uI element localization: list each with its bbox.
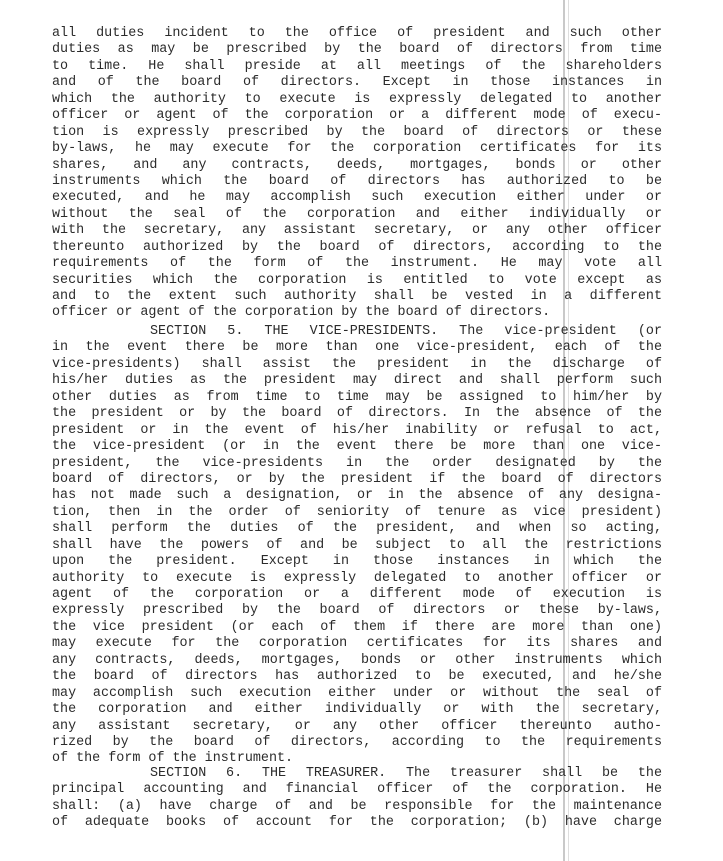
text-line: requirements of the form of the instrument. He may vote all: [52, 256, 662, 272]
text-line: in the event there be more than one vice-president, each of the: [52, 340, 662, 356]
text-line: shall: (a) have charge of and be responsible for the maintenance: [52, 798, 662, 814]
text-line: may accomplish such execution either under or without the seal of: [52, 685, 662, 701]
text-line: board of directors, or by the president if the board of directors: [52, 471, 662, 487]
president-section-continued: [52, 26, 662, 322]
text-line: tion is expressly prescribed by the board of directors or these: [52, 124, 662, 140]
text-line: the vice president (or each of them if there are more than one): [52, 619, 662, 635]
text-line: president or in the event of his/her inability or refusal to act,: [52, 422, 662, 438]
text-line: to time. He shall preside at all meetings of the shareholders: [52, 58, 662, 74]
text-line: upon the president. Except in those instances in which the: [52, 554, 662, 570]
section-heading-line: SECTION 5. THE VICE-PRESIDENTS. The vice-president (or: [150, 324, 662, 339]
section-heading-line: SECTION 6. THE TREASURER. The treasurer shall be the: [150, 766, 662, 781]
text-line: without the seal of the corporation and either individually or: [52, 206, 662, 222]
text-line: and to the extent such authority shall be vested in a different: [52, 289, 662, 304]
text-line: securities which the corporation is entitled to vote except as: [52, 272, 662, 288]
text-line: agent of the corporation or a different mode of execution is: [52, 587, 662, 602]
text-line: the corporation and either individually or with the secretary,: [52, 702, 662, 718]
text-line: with the secretary, any assistant secretary, or any other officer: [52, 223, 662, 239]
text-line: of the form of the instrument.: [52, 751, 294, 767]
section-6-treasurer: [52, 766, 662, 832]
text-line: his/her duties as the president may direct and shall perform such: [52, 373, 662, 389]
text-line: any contracts, deeds, mortgages, bonds or other instruments which: [52, 652, 662, 668]
text-line: vice-presidents) shall assist the president in the discharge of: [52, 356, 662, 372]
text-line: and of the board of directors. Except in those instances in: [52, 75, 662, 91]
text-line: may execute for the corporation certificates for its shares and: [52, 636, 662, 652]
text-line: instruments which the board of directors has authorized to be: [52, 173, 662, 189]
text-line: expressly prescribed by the board of directors or these by-laws,: [52, 603, 662, 619]
text-line: rized by the board of directors, according to the requirements: [52, 734, 662, 750]
text-line: all duties incident to the office of president and such other: [52, 26, 662, 41]
text-line: authority to execute is expressly delegated to another officer or: [52, 570, 662, 586]
section-5-vice-presidents: [52, 324, 662, 768]
text-line: by-laws, he may execute for the corporation certificates for its: [52, 141, 662, 157]
text-line: thereunto authorized by the board of directors, according to the: [52, 239, 662, 255]
text-line: principal accounting and financial officer of the corporation. He: [52, 782, 662, 798]
text-line: any assistant secretary, or any other officer thereunto autho-: [52, 718, 662, 734]
text-line: other duties as from time to time may be assigned to him/her by: [52, 389, 662, 405]
text-line: has not made such a designation, or in the absence of any designa-: [52, 488, 662, 504]
text-line: officer or agent of the corporation by the board of directors.: [52, 305, 551, 321]
text-line: president, the vice-presidents in the order designated by the: [52, 455, 662, 471]
text-line: the board of directors has authorized to be executed, and he/she: [52, 669, 662, 685]
text-line: officer or agent of the corporation or a different mode of execu-: [52, 108, 662, 124]
text-line: of adequate books of account for the corporation; (b) have charge: [52, 815, 662, 831]
text-line: duties as may be prescribed by the board of directors from time: [52, 42, 662, 58]
text-line: the president or by the board of directors. In the absence of the: [52, 406, 662, 422]
text-line: the vice-president (or in the event there be more than one vice-: [52, 439, 662, 455]
text-line: which the authority to execute is expressly delegated to another: [52, 91, 662, 107]
text-line: tion, then in the order of seniority of tenure as vice president): [52, 504, 662, 520]
text-line: shall have the powers of and be subject to all the restrictions: [52, 537, 662, 553]
text-line: shall perform the duties of the president, and when so acting,: [52, 521, 662, 537]
text-line: executed, and he may accomplish such execution either under or: [52, 190, 662, 206]
text-line: shares, and any contracts, deeds, mortgages, bonds or other: [52, 157, 662, 173]
